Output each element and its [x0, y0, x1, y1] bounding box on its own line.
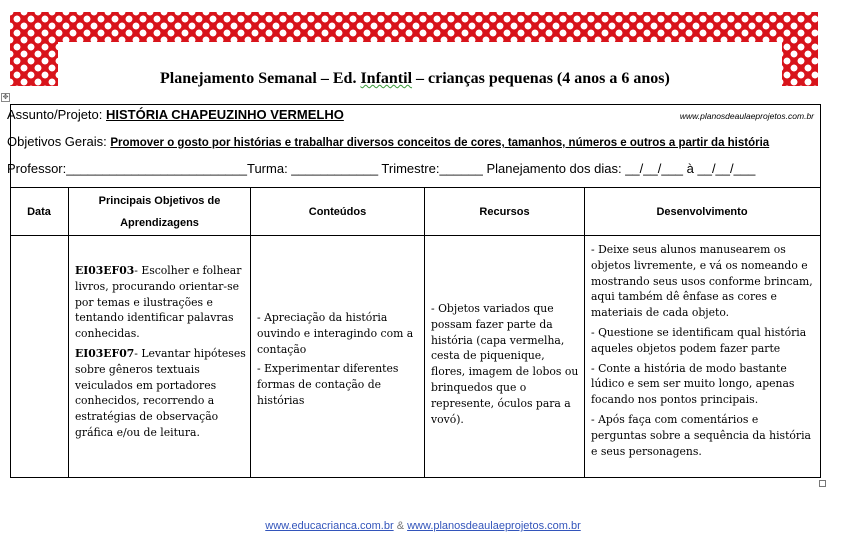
list-item: - Conte a história de modo bastante lúdico e sem ser muito longo, apenas focando nos pontos principais. — [591, 361, 795, 407]
page-title: Planejamento Semanal – Ed. Infantil – crianças pequenas (4 anos a 6 anos) — [160, 70, 670, 87]
table-move-handle-icon[interactable]: ✥ — [2, 93, 9, 101]
list-item: EI03EF03- Escolher e folhear livros, procurando orientar-se por temas e ilustrações e tentando identificar palavras conhecidas. — [75, 264, 242, 341]
header-data: Data — [27, 205, 51, 218]
footer-link-planosdeaula[interactable]: www.planosdeaulaeprojetos.com.br — [407, 520, 581, 532]
conteudos-cell — [257, 310, 421, 413]
objetivos-cell — [75, 263, 247, 445]
objetivos-value: Promover o gosto por histórias e trabalhar diversos conceitos de cores, tamanhos, números e outros a partir da história — [110, 137, 770, 149]
table-resize-handle[interactable] — [819, 480, 826, 487]
header-desenvolvimento: Desenvolvimento — [656, 205, 748, 218]
recursos-cell — [431, 301, 581, 431]
desenvolvimento-cell — [591, 242, 817, 463]
header-conteudos: Conteúdos — [308, 205, 367, 218]
site-watermark: www.planosdeaulaeprojetos.com.br — [679, 111, 814, 121]
list-item: - Objetos variados que possam fazer parte da história (capa vermelha, cesta de piquenique, flores, imagem de lobos ou brinquedos que o represente, óculos para a vovó). — [431, 302, 579, 426]
list-item: - Questione se identificam qual história aqueles objetos podem fazer parte — [591, 325, 807, 355]
list-item: - Deixe seus alunos manusearem os objetos livremente, e vá os nomeando e mostrando seus usos conforme brincam, aqui também dê ênfase as cores e materiais de cada objeto. — [591, 243, 813, 320]
list-item: EI03EF07- Levantar hipóteses sobre gêneros textuais veiculados em portadores conhecidos, recorrendo a estratégias de observação gráfica e/ou de leitura. — [75, 346, 246, 439]
objectives-grid — [10, 187, 821, 478]
list-item: - Apreciação da história ouvindo e interagindo com a contação — [257, 311, 414, 356]
professor-row: Professor:_________________________Turma: ____________ Trimestre:______ Planejamento dos dias: __/__/___ à __/__/___ — [7, 161, 756, 176]
footer-link-educacrianca[interactable]: www.educacrianca.com.br — [265, 520, 394, 532]
list-item: - Após faça com comentários e perguntas sobre a sequência da história e seus personagens. — [591, 412, 811, 458]
header-recursos: Recursos — [479, 205, 530, 218]
objetivos-row: Objetivos Gerais: Promover o gosto por histórias e trabalhar diversos conceitos de cores, tamanhos, números e outros a partir da história — [7, 134, 770, 149]
list-item: - Experimentar diferentes formas de contação de histórias — [257, 362, 399, 407]
assunto-value: HISTÓRIA CHAPEUZINHO VERMELHO — [106, 107, 344, 122]
header-objetivos: Principais Objetivos de Aprendizagens — [98, 194, 221, 229]
footer: www.educacrianca.com.br & www.planosdeaulaeprojetos.com.br — [265, 520, 581, 532]
assunto-row: Assunto/Projeto: HISTÓRIA CHAPEUZINHO VERMELHO — [7, 107, 344, 122]
